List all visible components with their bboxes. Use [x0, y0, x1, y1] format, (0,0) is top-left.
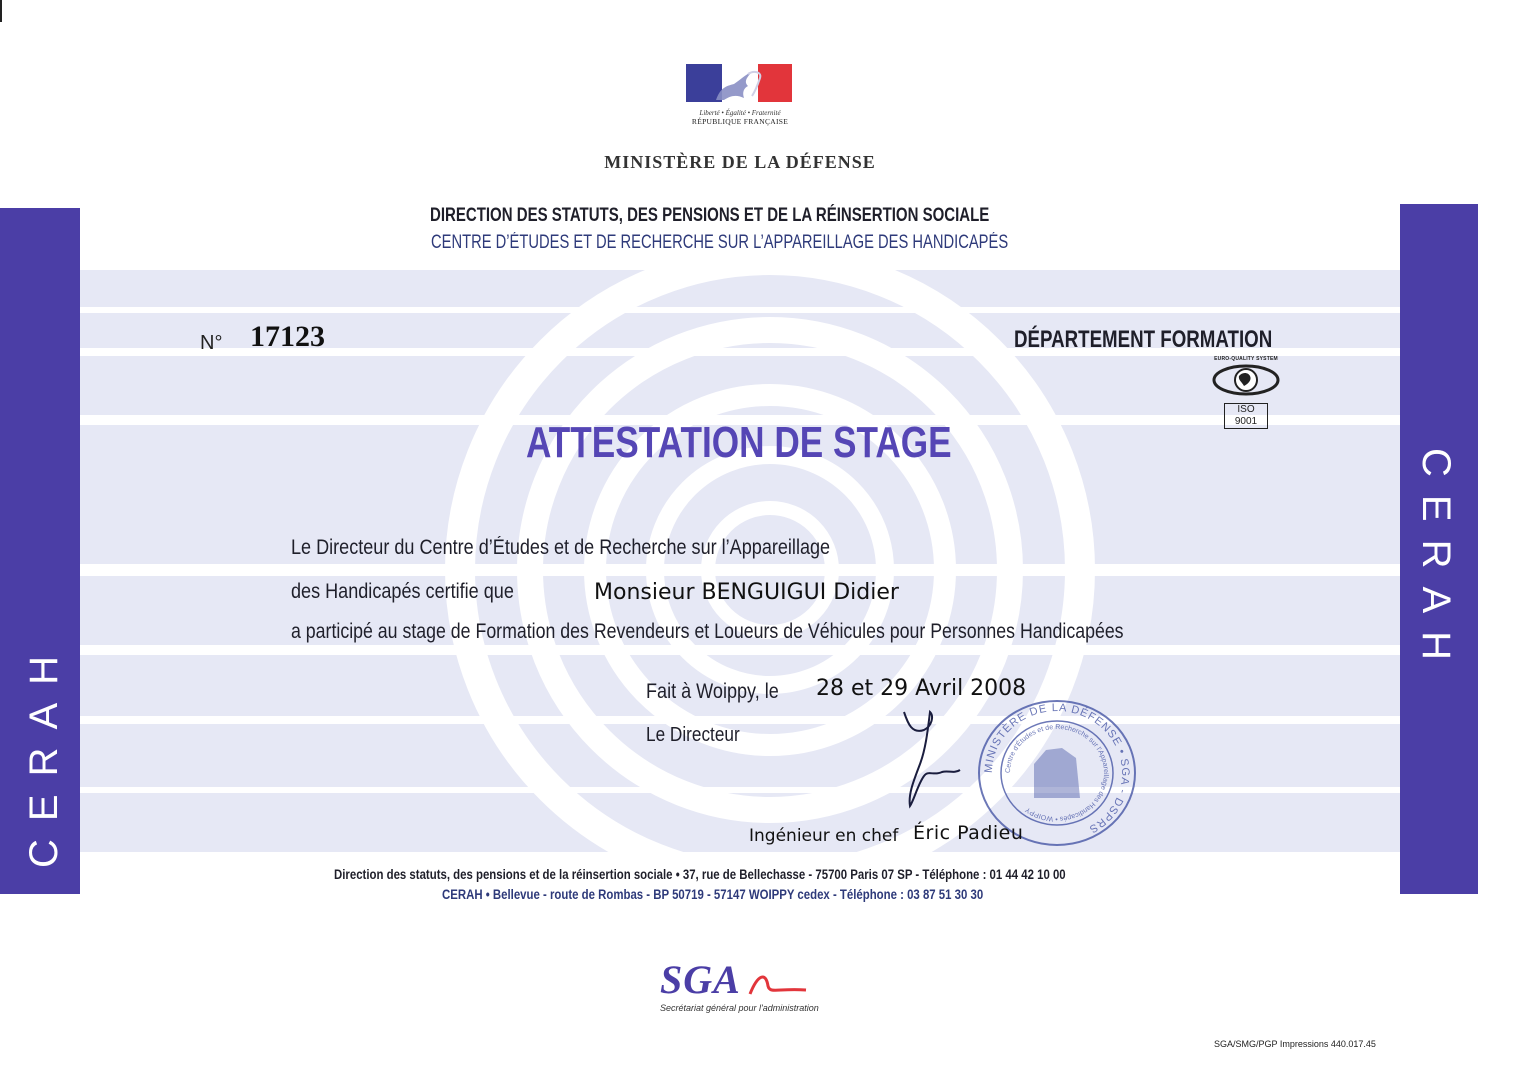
globe-icon	[1206, 362, 1286, 398]
centre-title: CENTRE D’ÉTUDES ET DE RECHERCHE SUR L’APPAREILLAGE DES HANDICAPÉS	[431, 232, 1009, 253]
signatory-title: Ingénieur en chef	[749, 826, 899, 846]
emblem-country: RÉPUBLIQUE FRANÇAISE	[691, 117, 789, 126]
body-line-2: des Handicapés certifie que	[291, 580, 514, 603]
footer-address-1: Direction des statuts, des pensions et de la réinsertion sociale • 37, rue de Bellechasse - 75700 Paris 07 SP - Téléphone : 01 44 42 10 00	[334, 867, 1066, 882]
sga-logo	[660, 956, 840, 1016]
sga-logo-text: SGA	[660, 957, 741, 1002]
certificate-background	[80, 270, 1400, 852]
scan-mark	[0, 0, 2, 22]
body-line-3: a participé au stage de Formation des Revendeurs et Loueurs de Véhicules pour Personnes Handicapées	[291, 620, 1124, 643]
iso-label: ISO 9001	[1224, 403, 1268, 429]
left-side-bar	[0, 208, 80, 894]
certificate-title: ATTESTATION DE STAGE	[526, 418, 952, 467]
certificate-number-prefix: N°	[200, 332, 223, 354]
sga-swoosh-icon	[748, 968, 808, 998]
signatory-name: Éric Padieu	[913, 822, 1024, 844]
director-label: Le Directeur	[646, 724, 740, 746]
certificate-date: 28 et 29 Avril 2008	[816, 676, 1027, 701]
emblem-motto: Liberté • Égalité • Fraternité	[699, 109, 781, 117]
recipient-name: Monsieur BENGUIGUI Didier	[594, 580, 899, 605]
marianne-icon	[686, 64, 794, 104]
left-side-label: CERAH	[22, 637, 66, 868]
direction-title: DIRECTION DES STATUTS, DES PENSIONS ET DE LA RÉINSERTION SOCIALE	[430, 205, 990, 226]
department-title: DÉPARTEMENT FORMATION	[1014, 326, 1273, 353]
footer-address-2: CERAH • Bellevue - route de Rombas - BP 50719 - 57147 WOIPPY cedex - Téléphone : 03 87 51 30 30	[442, 887, 984, 902]
certificate-number: 17123	[250, 320, 325, 353]
stamp-inner-text: Centre d'Études et de Recherche sur l'Appareillage des Handicapés • WOIPPY	[1004, 723, 1110, 823]
euro-quality-label: EURO-QUALITY SYSTEM	[1214, 356, 1278, 362]
right-side-bar	[1400, 204, 1478, 894]
republique-francaise-logo	[686, 64, 794, 128]
print-reference: SGA/SMG/PGP Impressions 440.017.45	[1214, 1039, 1376, 1049]
stamp-outer-text: MINISTÈRE DE LA DÉFENSE • SGA - DSPRS	[982, 701, 1132, 836]
sga-caption: Secrétariat général pour l'administration	[660, 1003, 819, 1013]
place-label: Fait à Woippy, le	[646, 680, 779, 703]
ministry-title: MINISTÈRE DE LA DÉFENSE	[604, 152, 876, 172]
body-line-1: Le Directeur du Centre d’Études et de Recherche sur l’Appareillage	[291, 536, 831, 559]
stamp-building-icon	[1034, 748, 1080, 798]
background-rings	[80, 270, 1400, 852]
right-side-label: CERAH	[1414, 448, 1458, 679]
iso-badge	[1206, 356, 1286, 427]
